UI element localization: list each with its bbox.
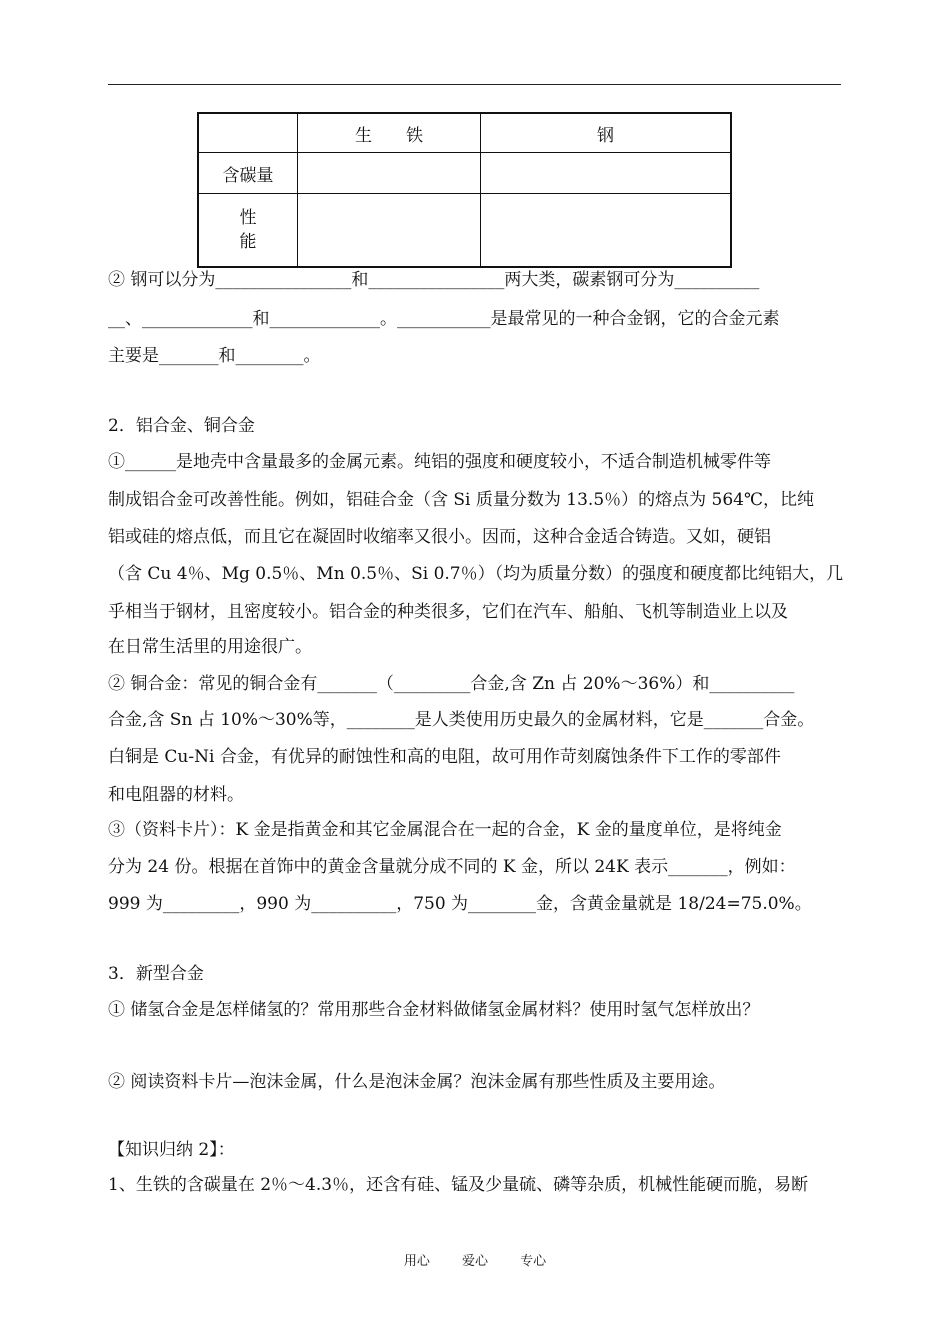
page-footer <box>0 1250 950 1269</box>
footer-word: 专心 <box>520 1254 547 1269</box>
text-line: ①______是地壳中含量最多的金属元素。纯铝的强度和硬度较小，不适合制造机械零件等 <box>108 452 771 472</box>
cell-steel-property[interactable] <box>481 194 732 268</box>
text-line: ③（资料卡片）：K 金是指黄金和其它金属混合在一起的合金，K 金的量度单位，是将纯金 <box>108 820 782 840</box>
text-line: （含 Cu 4％、Mg 0.5％、Mn 0.5％、Si 0.7％）（均为质量分数）的强度和硬度都比纯铝大，几 <box>108 564 844 584</box>
text-line: ② 钢可以分为________________和________________两大类，碳素钢可分为__________ <box>108 270 760 290</box>
table-corner-cell <box>198 113 298 153</box>
text-line: 和电阻器的材料。 <box>108 785 244 805</box>
cell-steel-carbon[interactable] <box>481 153 732 194</box>
footer-word: 爱心 <box>461 1254 488 1269</box>
text-line: 白铜是 Cu-Ni 合金，有优异的耐蚀性和高的电阻，故可用作苛刻腐蚀条件下工作的零部件 <box>108 747 781 767</box>
cell-pig-iron-property[interactable] <box>298 194 481 268</box>
text-line: 铝或硅的熔点低，而且它在凝固时收缩率又很小。因而，这种合金适合铸造。又如，硬铝 <box>108 527 771 547</box>
text-line: 合金,含 Sn 占 10%～30%等，________是人类使用历史最久的金属材料，它是_______合金。 <box>108 710 815 730</box>
section-heading: 3．新型合金 <box>108 964 204 984</box>
header-pig-iron: 生 铁 <box>298 113 481 153</box>
question-line: ① 储氢合金是怎样储氢的？常用那些合金材料做储氢金属材料？使用时氢气怎样放出？ <box>108 1000 760 1020</box>
text-line: 在日常生活里的用途很广。 <box>108 637 312 657</box>
row-label-property-line1: 性 <box>239 208 257 228</box>
text-line: __、_____________和_____________。___________是最常见的一种合金钢，它的合金元素 <box>108 309 780 329</box>
text-line: 999 为_________，990 为__________，750 为________金，含黄金量就是 18/24=75.0%。 <box>108 894 812 914</box>
section-heading: 【知识归纳 2】： <box>108 1140 235 1160</box>
table-header-row <box>198 113 731 153</box>
table-row <box>198 153 731 194</box>
table-row <box>198 194 731 268</box>
text-line: 制成铝合金可改善性能。例如，铝硅合金（含 Si 质量分数为 13.5％）的熔点为 564℃，比纯 <box>108 490 815 510</box>
header-rule <box>108 84 841 85</box>
row-label-property-line2: 能 <box>239 232 257 252</box>
cell-pig-iron-carbon[interactable] <box>298 153 481 194</box>
text-line: 分为 24 份。根据在首饰中的黄金含量就分成不同的 K 金，所以 24K 表示_______，例如： <box>108 857 796 877</box>
header-steel: 钢 <box>481 113 732 153</box>
text-line: 主要是_______和________。 <box>108 346 321 366</box>
row-label-property <box>198 194 298 268</box>
text-line: 1、生铁的含碳量在 2％～4.3％，还含有硅、锰及少量硫、磷等杂质，机械性能硬而脆，易断 <box>108 1175 809 1195</box>
text-line: 乎相当于钢材，且密度较小。铝合金的种类很多，它们在汽车、船舶、飞机等制造业上以及 <box>108 602 788 622</box>
footer-word: 用心 <box>403 1254 430 1269</box>
iron-steel-table <box>197 112 732 268</box>
question-line: ② 阅读资料卡片—泡沫金属，什么是泡沫金属？泡沫金属有那些性质及主要用途。 <box>108 1072 726 1092</box>
row-label-carbon: 含碳量 <box>198 153 298 194</box>
section-heading: 2．铝合金、铜合金 <box>108 416 255 436</box>
text-line: ② 铜合金：常见的铜合金有_______（_________合金,含 Zn 占 20%～36%）和__________ <box>108 674 795 694</box>
